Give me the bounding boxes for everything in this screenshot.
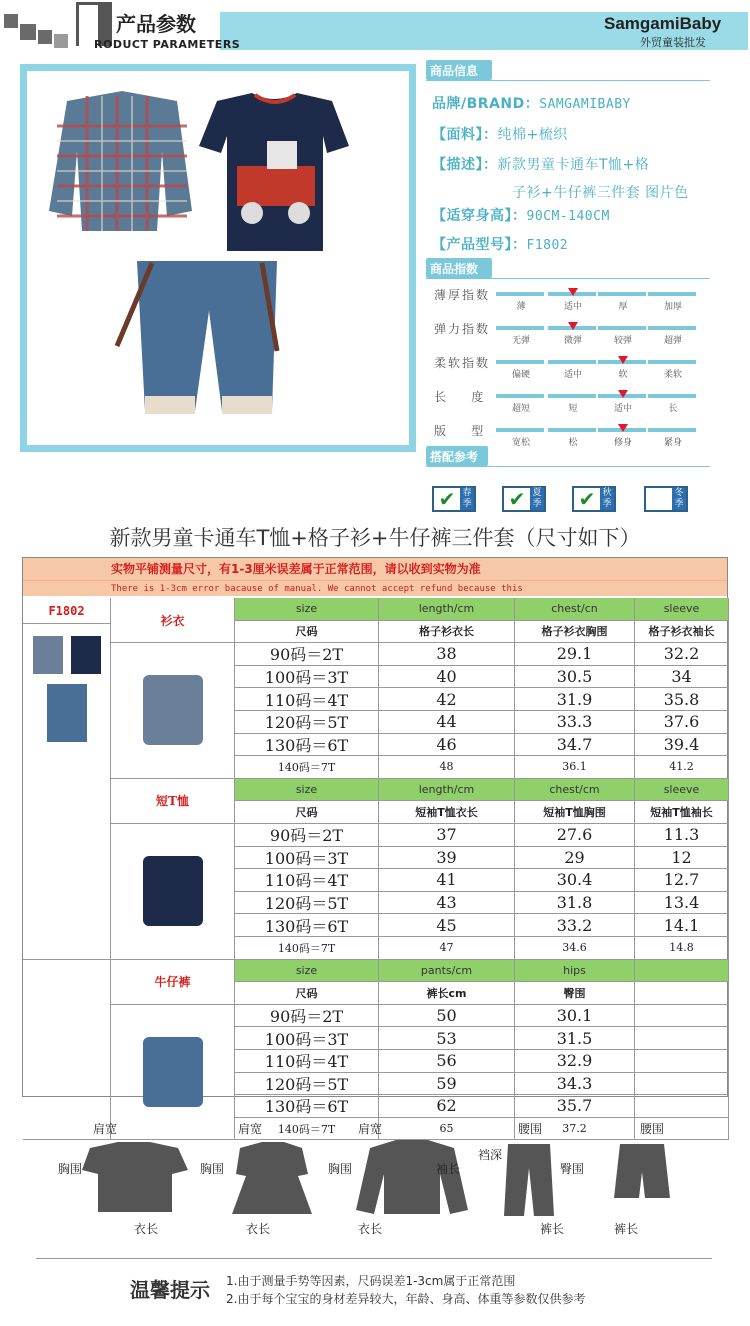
index-option: 软 — [618, 370, 628, 380]
table-cell: 34 — [635, 666, 729, 689]
jeans-image — [117, 261, 277, 414]
table-cell: 140码＝7T — [235, 937, 379, 960]
index-option: 适中 — [563, 302, 582, 312]
info-brand — [432, 93, 631, 113]
info-model — [432, 234, 568, 254]
header-cn: 格子衫衣长 — [379, 621, 515, 644]
label-chest: 胸围 — [328, 1162, 353, 1176]
model-label: 【产品型号】： — [432, 237, 527, 253]
index-bar-segment — [648, 292, 696, 296]
header-cn: 尺码 — [235, 982, 379, 1005]
table-cell: 130码＝6T — [235, 734, 379, 757]
divider — [426, 278, 710, 279]
index-option: 适中 — [613, 404, 632, 414]
index-selected-marker — [618, 424, 628, 432]
logo-square — [38, 30, 52, 44]
info-section-title: 商品信息 — [426, 60, 492, 80]
header-title: 产品参数 — [116, 12, 196, 36]
index-label: 版 型 — [434, 424, 486, 438]
table-cell: 13.4 — [635, 892, 729, 915]
season-label: 冬季 — [672, 488, 686, 510]
info-height — [432, 205, 610, 225]
label-length: 衣长 — [358, 1222, 383, 1236]
model-code: F1802 — [23, 598, 111, 624]
header-cn: 格子衫衣袖长 — [635, 621, 729, 644]
table-cell: 120码＝5T — [235, 892, 379, 915]
product-photo — [20, 64, 416, 452]
logo-square — [20, 24, 36, 40]
brand-name: SamgamiBaby — [604, 14, 722, 33]
check-icon — [646, 488, 672, 510]
index-selected-marker — [568, 288, 578, 296]
navy-tee-image — [199, 93, 349, 251]
table-cell: 45 — [379, 914, 515, 937]
index-option: 无弹 — [511, 336, 530, 346]
height-value: 90CM-140CM — [526, 209, 610, 224]
table-cell: 27.6 — [515, 824, 635, 847]
table-cell: 30.5 — [515, 666, 635, 689]
label-hip: 臀围 — [560, 1162, 585, 1176]
header-cn: 裤长cm — [379, 982, 515, 1005]
dress-diagram — [232, 1142, 312, 1214]
index-option: 微弹 — [563, 336, 582, 346]
table-cell: 110码＝4T — [235, 688, 379, 711]
table-cell: 30.1 — [515, 1005, 635, 1028]
table-cell: 32.9 — [515, 1050, 635, 1073]
label-shoulder: 肩宽 — [358, 1122, 383, 1136]
section-name: 牛仔裤 — [111, 960, 235, 1005]
index-bar-segment — [548, 360, 596, 364]
index-bar-segment — [548, 394, 596, 398]
season-label: 秋季 — [600, 488, 614, 510]
jacket-diagram — [356, 1140, 468, 1214]
table-cell: 35.8 — [635, 688, 729, 711]
index-option: 宽松 — [511, 438, 530, 448]
index-bar-segment — [496, 428, 544, 432]
logo-square — [4, 14, 18, 28]
label-shoulder: 肩宽 — [93, 1122, 118, 1136]
table-cell: 12 — [635, 847, 729, 870]
header-en: size — [235, 598, 379, 621]
table-cell — [635, 1027, 729, 1050]
label-pants-length: 裤长 — [614, 1222, 639, 1236]
header-cn: 短袖T恤衣长 — [379, 801, 515, 824]
warning-cn: 实物平铺测量尺寸，有1-3厘米误差属于正常范围，请以收到实物为准 — [23, 558, 727, 580]
header-cn: 尺码 — [235, 801, 379, 824]
header-en: length/cm — [379, 779, 515, 802]
header-en: sleeve — [635, 598, 729, 621]
plaid-shirt-image — [49, 91, 192, 231]
index-option: 修身 — [613, 438, 632, 448]
index-section-title: 商品指数 — [426, 258, 492, 278]
index-bar-segment — [496, 394, 544, 398]
table-cell: 90码＝2T — [235, 1005, 379, 1028]
index-bar-segment — [648, 394, 696, 398]
table-cell: 48 — [379, 756, 515, 779]
height-label: 【适穿身高】： — [432, 208, 527, 224]
info-desc-2 — [512, 182, 689, 202]
header-cn: 格子衫衣胸围 — [515, 621, 635, 644]
main-title: 新款男童卡通车T恤+格子衫+牛仔裤三件套（尺寸如下） — [109, 526, 641, 550]
check-icon: ✔ — [508, 487, 526, 511]
table-cell: 30.4 — [515, 869, 635, 892]
table-cell: 140码＝7T — [235, 756, 379, 779]
tee-diagram — [82, 1142, 188, 1212]
index-selected-marker — [618, 390, 628, 398]
table-cell: 32.2 — [635, 643, 729, 666]
tips-title: 温馨提示 — [130, 1278, 210, 1302]
outfit-thumbnail — [23, 624, 111, 960]
table-cell: 31.5 — [515, 1027, 635, 1050]
section-product-image — [111, 824, 235, 960]
section-name: 短T恤 — [111, 779, 235, 824]
model-value: F1802 — [526, 238, 569, 253]
table-cell: 34.7 — [515, 734, 635, 757]
label-length: 衣长 — [134, 1222, 159, 1236]
table-cell: 39 — [379, 847, 515, 870]
table-cell: 37.2 — [515, 1118, 635, 1141]
table-cell: 12.7 — [635, 869, 729, 892]
index-option: 松 — [568, 438, 578, 448]
divider — [426, 80, 710, 81]
index-option: 适中 — [563, 370, 582, 380]
table-cell: 47 — [379, 937, 515, 960]
table-cell: 34.3 — [515, 1073, 635, 1096]
table-cell: 100码＝3T — [235, 666, 379, 689]
index-option: 薄 — [516, 302, 526, 312]
header-en: length/cm — [379, 598, 515, 621]
header-en: pants/cm — [379, 960, 515, 983]
table-cell: 11.3 — [635, 824, 729, 847]
index-label: 弹力指数 — [434, 322, 491, 336]
label-rise: 裆深 — [478, 1148, 503, 1162]
label-waist: 腰围 — [640, 1122, 665, 1136]
header-en: sleeve — [635, 779, 729, 802]
index-option: 短 — [568, 404, 578, 414]
info-desc — [432, 154, 649, 174]
table-cell: 44 — [379, 711, 515, 734]
season-label: 春季 — [460, 488, 474, 510]
table-cell: 65 — [379, 1118, 515, 1141]
header-cn: 短袖T恤袖长 — [635, 801, 729, 824]
index-option: 超弹 — [663, 336, 682, 346]
table-cell: 43 — [379, 892, 515, 915]
table-cell: 120码＝5T — [235, 1073, 379, 1096]
table-cell: 53 — [379, 1027, 515, 1050]
product-illustration — [27, 71, 409, 445]
brand-subtitle: 外贸童装批发 — [640, 36, 706, 49]
season-checkbox[interactable] — [572, 486, 616, 512]
table-cell: 90码＝2T — [235, 643, 379, 666]
table-cell: 62 — [379, 1095, 515, 1118]
index-option: 长 — [668, 404, 678, 414]
label-pants-length: 裤长 — [540, 1222, 565, 1236]
divider — [36, 1258, 712, 1259]
table-cell: 90码＝2T — [235, 824, 379, 847]
table-cell: 40 — [379, 666, 515, 689]
table-cell: 29.1 — [515, 643, 635, 666]
header-subtitle: RODUCT PARAMETERS — [94, 38, 241, 51]
index-bar-segment — [496, 360, 544, 364]
header-en — [635, 960, 729, 983]
table-cell: 56 — [379, 1050, 515, 1073]
table-cell: 42 — [379, 688, 515, 711]
index-selected-marker — [568, 322, 578, 330]
table-cell: 46 — [379, 734, 515, 757]
table-cell: 31.9 — [515, 688, 635, 711]
label-waist: 腰围 — [518, 1122, 543, 1136]
table-cell: 34.6 — [515, 937, 635, 960]
fabric-label: 【面料】： — [432, 127, 498, 143]
index-option: 紧身 — [663, 438, 682, 448]
table-cell: 130码＝6T — [235, 914, 379, 937]
label-length: 衣长 — [246, 1222, 271, 1236]
index-label: 柔软指数 — [434, 356, 491, 370]
label-chest: 胸围 — [200, 1162, 225, 1176]
index-bar-segment — [648, 360, 696, 364]
index-selected-marker — [618, 356, 628, 364]
header-en: size — [235, 960, 379, 983]
match-section-title: 搭配参考 — [426, 446, 488, 466]
check-icon: ✔ — [578, 487, 596, 511]
table-cell: 41 — [379, 869, 515, 892]
table-cell: 41.2 — [635, 756, 729, 779]
desc-value-1: 新款男童卡通车T恤+格 — [497, 157, 650, 173]
table-cell: 110码＝4T — [235, 1050, 379, 1073]
table-cell: 110码＝4T — [235, 869, 379, 892]
header-en: size — [235, 779, 379, 802]
section-name: 衫衣 — [111, 598, 235, 643]
fabric-value: 纯棉+梳织 — [497, 127, 568, 143]
section-product-image — [111, 643, 235, 779]
table-cell: 35.7 — [515, 1095, 635, 1118]
desc-value-2: 子衫+牛仔裤三件套 图片色 — [512, 185, 689, 201]
index-option: 较弹 — [613, 336, 632, 346]
index-option: 加厚 — [663, 302, 682, 312]
index-bar-segment — [496, 326, 544, 330]
header-cn — [635, 982, 729, 1005]
season-label: 夏季 — [530, 488, 544, 510]
index-label: 长 度 — [434, 390, 486, 404]
table-cell: 37 — [379, 824, 515, 847]
table-cell: 14.8 — [635, 937, 729, 960]
pants-diagram — [504, 1144, 554, 1216]
shorts-diagram — [614, 1144, 670, 1198]
table-cell: 50 — [379, 1005, 515, 1028]
table-cell: 59 — [379, 1073, 515, 1096]
table-cell — [635, 1050, 729, 1073]
label-chest: 胸围 — [58, 1162, 83, 1176]
brand-label: 品牌/BRAND： — [432, 96, 540, 112]
table-cell: 36.1 — [515, 756, 635, 779]
index-option: 厚 — [618, 302, 628, 312]
header-cn: 短袖T恤胸围 — [515, 801, 635, 824]
index-bar-segment — [598, 292, 646, 296]
label-sleeve: 袖长 — [436, 1162, 461, 1176]
desc-label: 【描述】： — [432, 157, 498, 173]
index-bar-segment — [548, 428, 596, 432]
check-icon: ✔ — [438, 487, 456, 511]
header-en: hips — [515, 960, 635, 983]
tip-line-2: 2.由于每个宝宝的身材差异较大，年龄、身高、体重等参数仅供参考 — [226, 1292, 586, 1306]
table-cell: 100码＝3T — [235, 847, 379, 870]
index-bar-segment — [598, 326, 646, 330]
header-cn: 臀围 — [515, 982, 635, 1005]
label-shoulder: 肩宽 — [238, 1122, 263, 1136]
table-cell: 130码＝6T — [235, 1095, 379, 1118]
header-en: chest/cn — [515, 598, 635, 621]
index-option: 超短 — [511, 404, 530, 414]
index-bar-segment — [496, 292, 544, 296]
tip-line-1: 1.由于测量手势等因素，尺码误差1-3cm属于正常范围 — [226, 1274, 516, 1288]
table-cell: 14.1 — [635, 914, 729, 937]
header-cn: 尺码 — [235, 621, 379, 644]
table-cell: 100码＝3T — [235, 1027, 379, 1050]
index-option: 柔软 — [663, 370, 682, 380]
divider — [426, 466, 710, 467]
table-cell: 37.6 — [635, 711, 729, 734]
table-cell: 140码＝7T — [235, 1118, 379, 1141]
table-cell — [635, 1073, 729, 1096]
table-cell: 31.8 — [515, 892, 635, 915]
logo-square — [54, 34, 68, 48]
table-cell: 33.2 — [515, 914, 635, 937]
table-cell — [635, 1005, 729, 1028]
table-cell: 38 — [379, 643, 515, 666]
table-cell: 120码＝5T — [235, 711, 379, 734]
brand-value: SAMGAMIBABY — [539, 97, 631, 112]
season-checkbox[interactable] — [502, 486, 546, 512]
index-label: 薄厚指数 — [434, 288, 491, 302]
index-option: 偏硬 — [511, 370, 530, 380]
table-cell: 33.3 — [515, 711, 635, 734]
season-checkbox[interactable] — [432, 486, 476, 512]
header-en: chest/cm — [515, 779, 635, 802]
warning-en: There is 1-3cm error bacause of manual. We cannot accept refund because this — [23, 580, 727, 596]
season-checkbox[interactable] — [644, 486, 688, 512]
info-fabric — [432, 124, 568, 144]
index-bar-segment — [648, 428, 696, 432]
table-cell: 29 — [515, 847, 635, 870]
index-bar-segment — [648, 326, 696, 330]
table-cell: 39.4 — [635, 734, 729, 757]
